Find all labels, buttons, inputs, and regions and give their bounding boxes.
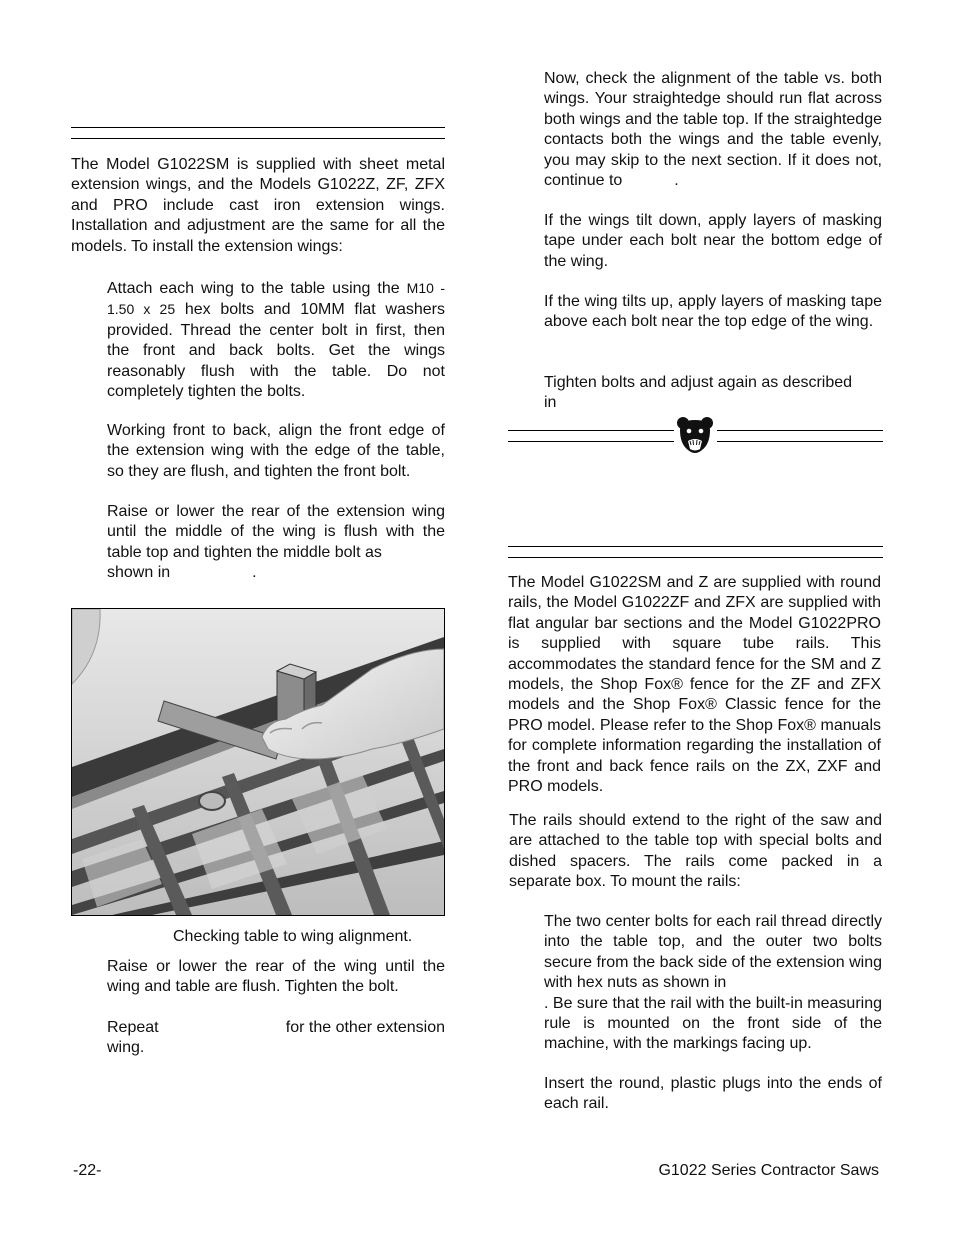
divider-line-left-1: [508, 430, 674, 431]
divider-line-right-1: [717, 430, 883, 431]
wing-tilts-up-text: If the wing tilts up, apply layers of masking tape above each bolt near the top edge of the wing.: [544, 293, 882, 331]
wings-intro: The Model G1022SM is supplied with sheet metal extension wings, and the Models G1022Z, ZF, ZFX and PRO include cast iron extension wings. Installation and adjustment are the same for all the models. To install the extension wings:: [71, 156, 445, 255]
page-number: -22-: [73, 1162, 102, 1179]
table-wing-alignment-photo: [71, 608, 445, 916]
wings-tilt-down-text: If the wings tilt down, apply layers of masking tape under each bolt near the bottom edge of the wing.: [544, 212, 882, 270]
section-rule-bottom: [71, 138, 445, 139]
alignment-check-text: Now, check the alignment of the table vs. both wings. Your straightedge should run flat across both wings and the table top. If the straightedge contacts both the wings and the table evenly, you may skip to the next section. If it does not, continue to .: [544, 70, 882, 190]
rails-section-rule-top: [508, 546, 883, 547]
wing-step-1: Attach each wing to the table using the M10 - 1.50 x 25 hex bolts and 10MM flat washers provided. Thread the center bolt in first, then the front and back bolts. Get the wings reasonably flush with the table. Do not completely tighten the bolts.: [107, 280, 446, 401]
footer-title: G1022 Series Contractor Saws: [658, 1162, 879, 1179]
photo-caption: Checking table to wing alignment.: [173, 928, 413, 945]
bear-logo-icon: [676, 416, 714, 456]
tighten-bolts-text: Tighten bolts and adjust again as described in: [544, 374, 853, 412]
divider-line-left-2: [508, 441, 674, 442]
wing-step-5: Repeat for the other extension wing.: [107, 1019, 445, 1057]
wing-step-3: Raise or lower the rear of the extension wing until the middle of the wing is flush with the table top and tighten the middle bolt as: [107, 503, 445, 561]
rails-mount-intro: The rails should extend to the right of the saw and are attached to the table top with special bolts and dished spacers. The rails come packed in a separate box. To mount the rails:: [509, 812, 882, 891]
section-rule-top: [71, 127, 445, 128]
rails-intro: The Model G1022SM and Z are supplied with round rails, the Model G1022ZF and ZFX are supplied with flat angular bar sections and the Model G1022PRO is supplied with square tube rails. This accommodates the standard fence for the SM and Z models, the Shop Fox® fence for the ZF and ZFX models and the Shop Fox® Classic fence for the PRO model. Please refer to the Shop Fox® manuals for complete information regarding the installation of the front and back fence rails on the ZX, ZXF and PRO models.: [508, 574, 881, 796]
rail-step-1: The two center bolts for each rail thread directly into the table top, and the outer two bolts secure from the back side of the extension wing with hex nuts as shown in . Be sure that the rail with the built-in measuring rule is mounted on the front side of the machine, with the markings facing up.: [544, 913, 882, 1053]
rails-section-rule-bottom: [508, 557, 883, 558]
rail-step-2: Insert the round, plastic plugs into the ends of each rail.: [544, 1075, 882, 1113]
wing-step-2: Working front to back, align the front edge of the extension wing with the edge of the table, so they are flush, and tighten the front bolt.: [107, 422, 445, 480]
wing-step-3-tail: shown in .: [107, 564, 257, 581]
wing-step-4: Raise or lower the rear of the wing until the wing and table are flush. Tighten the bolt.: [107, 958, 445, 996]
divider-line-right-2: [717, 441, 883, 442]
